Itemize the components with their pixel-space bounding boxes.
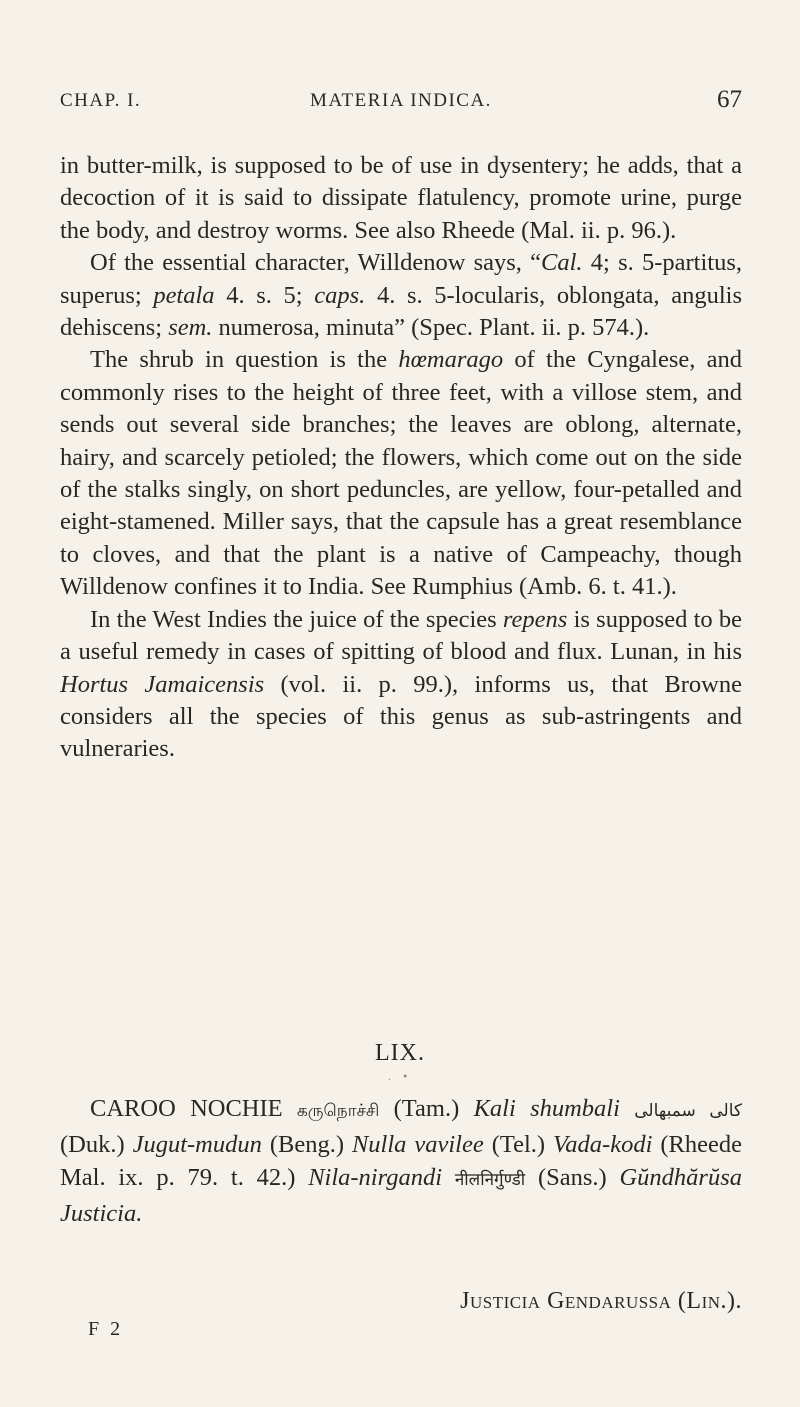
botanical-name: Justicia Gendarussa (Lin.). <box>460 1288 742 1314</box>
entry-paragraph <box>60 1092 742 1230</box>
body-paragraph <box>60 604 742 766</box>
text-segment: numerosa, minuta” (Spec. Plant. ii. p. 574.). <box>212 314 650 342</box>
entry-segment: کالی سمبھالی <box>634 1101 743 1121</box>
entry-segment: CAROO NOCHIE <box>90 1095 297 1122</box>
section-number: LIX. <box>375 1040 425 1066</box>
entry-segment: (Tel.) <box>483 1131 554 1158</box>
entry-segment: नीलनिर्गुण्डी <box>454 1170 526 1190</box>
entry-heading <box>60 1092 742 1230</box>
entry-segment <box>442 1164 455 1191</box>
ornament-dots: . • <box>387 1072 413 1083</box>
entry-segment: (Rheede Mal. ix. p. 79. t. 42.) <box>60 1131 742 1191</box>
body-text <box>60 150 742 766</box>
text-segment: Hortus Jamaicensis <box>60 670 265 698</box>
entry-segment <box>620 1095 634 1122</box>
entry-segment: Jugut-mudun <box>132 1131 262 1158</box>
running-head <box>60 86 742 120</box>
body-paragraph <box>60 344 742 603</box>
entry-segment: Nulla vavilee <box>351 1131 484 1158</box>
text-segment: caps. <box>314 281 366 309</box>
signature-mark: F 2 <box>88 1318 124 1340</box>
entry-segment: Nila-nirgandi <box>308 1164 443 1191</box>
entry-segment: Kali shumbali <box>473 1095 620 1122</box>
body-paragraph <box>60 247 742 344</box>
text-segment: Cal. <box>541 249 583 277</box>
text-segment: repens <box>502 605 568 633</box>
chapter-label: CHAP. I. <box>60 90 142 111</box>
text-segment: The shrub in question is the <box>90 346 399 374</box>
text-segment: petala <box>153 281 215 309</box>
book-title: MATERIA INDICA. <box>310 90 492 111</box>
text-segment: is supposed to be a useful remedy in cases of spitting of blood and flux. Lunan, in his <box>60 605 743 666</box>
entry-segment: கருநொச்சி <box>296 1101 380 1121</box>
entry-segment: Vada-kodi <box>553 1131 653 1158</box>
body-paragraph <box>60 150 742 247</box>
text-segment: sem. <box>168 314 213 342</box>
page-number: 67 <box>717 86 742 113</box>
entry-segment: (Beng.) <box>261 1131 352 1158</box>
entry-segment: (Duk.) <box>60 1131 133 1158</box>
entry-segment: (Sans.) <box>525 1164 620 1191</box>
text-segment: Of the essential character, Willdenow says, “ <box>90 249 542 277</box>
text-segment: of the Cyngalese, and commonly rises to the height of three feet, with a villose stem, and sends out several side branches; the leaves are oblong, alternate, hairy, and scarcely petioled; the flowers, which come out on the side of the stalks singly, on short peduncles, are yellow, four-petalled and eight-stamened. Miller says, that the capsule has a great resemblance to cloves, and that the plant is a native of Campeachy, though Willdenow confines it to India. See Rumphius (Amb. 6. t. 41.). <box>60 346 742 601</box>
text-segment: In the West Indies the juice of the species <box>90 605 503 633</box>
entry-segment: Gŭndhărŭsa Justicia. <box>60 1164 742 1227</box>
text-segment: hœmarago <box>398 346 504 374</box>
text-segment: (vol. ii. p. 99.), informs us, that Browne considers all the species of this genus as sub-astringents and vulneraries. <box>60 670 742 763</box>
text-segment: in butter-milk, is supposed to be of use in dysentery; he adds, that a decoction of it is said to dissipate flatulency, promote urine, purge the body, and destroy worms. See also Rheede (Mal. ii. p. 96.). <box>60 152 742 244</box>
text-segment: 4; s. 5-partitus, superus; <box>60 249 742 309</box>
entry-segment: (Tam.) <box>379 1095 474 1122</box>
text-segment: 4. s. 5; <box>214 281 315 309</box>
text-segment: 4. s. 5-locularis, oblongata, angulis dehiscens; <box>60 281 742 342</box>
